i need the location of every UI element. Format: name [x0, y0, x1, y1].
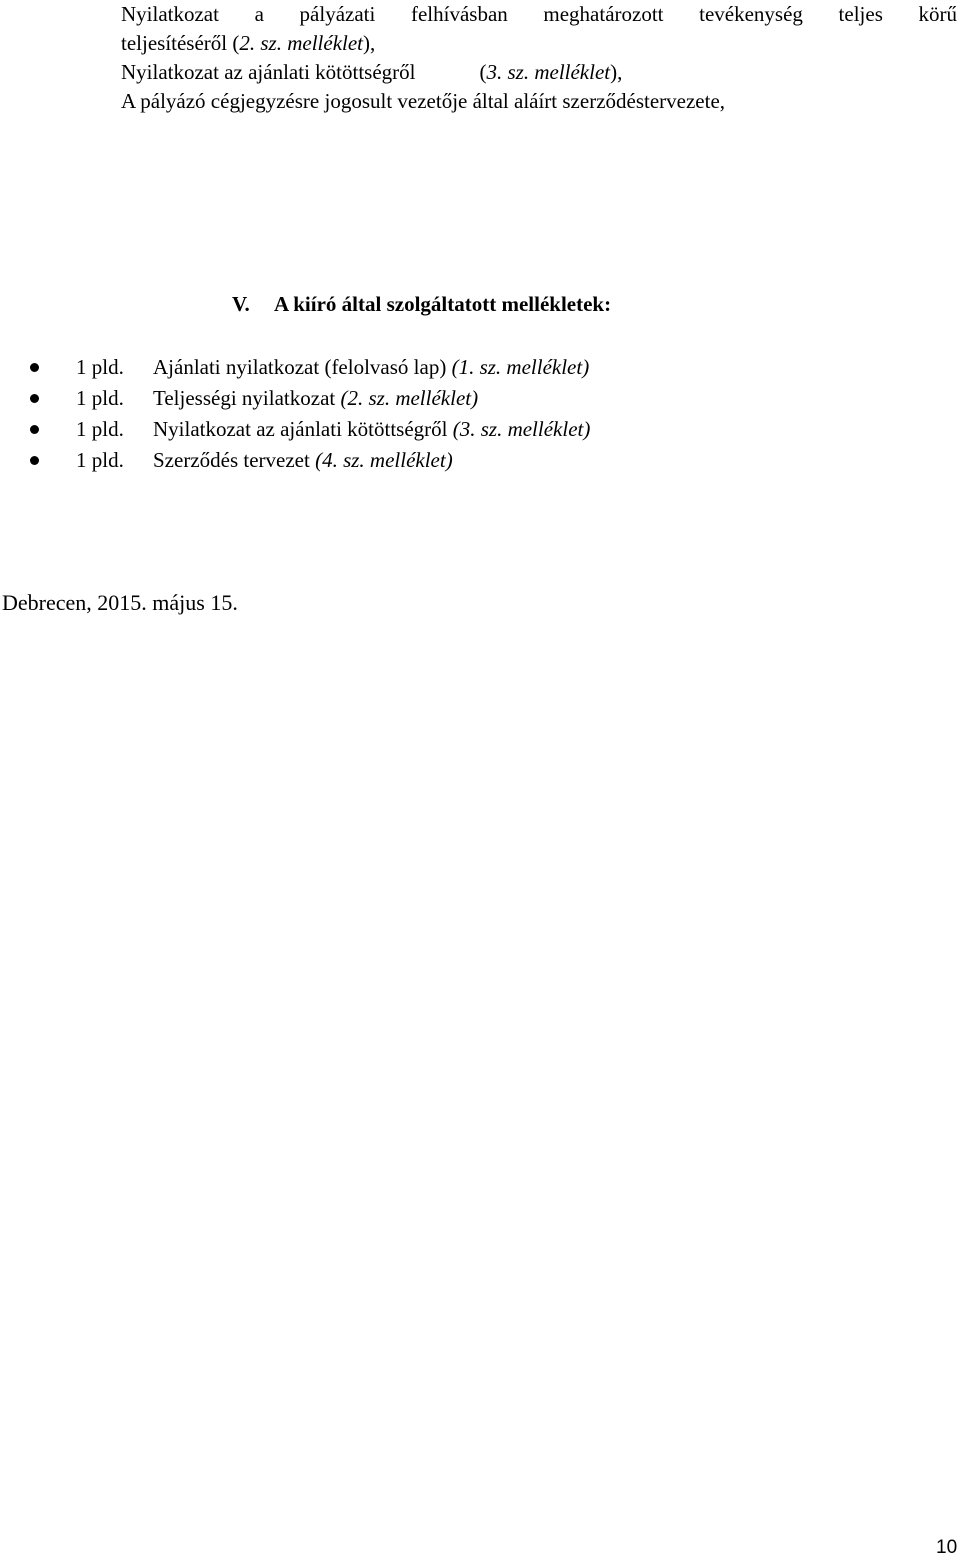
intro-line-3-reference: 3. sz. melléklet [486, 60, 611, 84]
attachment-quantity: 1 pld. [76, 417, 124, 441]
attachment-quantity: 1 pld. [76, 386, 124, 410]
attachment-title: Ajánlati nyilatkozat (felolvasó lap) [153, 355, 447, 379]
attachment-title-line [153, 383, 478, 414]
attachment-quantity: 1 pld. [76, 448, 124, 472]
section-number: V. [232, 292, 250, 316]
attachment-title-line [153, 445, 453, 476]
intro-line-3-open: ( [479, 60, 487, 84]
intro-line-4: A pályázó cégjegyzésre jogosult vezetője által aláírt szerződéstervezete, [121, 89, 726, 113]
bullet-icon [30, 425, 39, 434]
place-and-date: Debrecen, 2015. május 15. [2, 590, 238, 615]
intro-line-2-suffix: ), [363, 31, 376, 55]
attachment-reference: (3. sz. melléklet) [452, 417, 591, 441]
bullet-icon [30, 394, 39, 403]
intro-line-2 [121, 29, 957, 58]
page-number: 10 [936, 1537, 958, 1558]
attachment-reference: (4. sz. melléklet) [315, 448, 453, 472]
required-documents-list [121, 0, 957, 116]
intro-line-3-suffix: ), [610, 60, 623, 84]
intro-line-2-text: teljesítéséről ( [121, 31, 240, 55]
section-heading [232, 292, 611, 317]
attachment-title-line [153, 352, 589, 383]
intro-line-3 [121, 58, 957, 87]
bullet-icon [30, 456, 39, 465]
attachment-title: Nyilatkozat az ajánlati kötöttségről [153, 417, 448, 441]
attachment-quantity: 1 pld. [76, 355, 124, 379]
section-title: A kiíró által szolgáltatott mellékletek: [274, 292, 612, 316]
intro-line-1: Nyilatkozat a pályázati felhívásban meghatározott tevékenység teljes körű [121, 2, 957, 26]
attachment-title: Teljességi nyilatkozat [153, 386, 336, 410]
attachment-reference: (1. sz. melléklet) [451, 355, 590, 379]
intro-line-2-reference: 2. sz. melléklet [239, 31, 364, 55]
attachment-title: Szerződés tervezet [153, 448, 310, 472]
attachment-reference: (2. sz. melléklet) [340, 386, 479, 410]
attachment-title-line [153, 414, 590, 445]
bullet-icon [30, 363, 39, 372]
intro-line-3-text: Nyilatkozat az ajánlati kötöttségről [121, 60, 416, 84]
